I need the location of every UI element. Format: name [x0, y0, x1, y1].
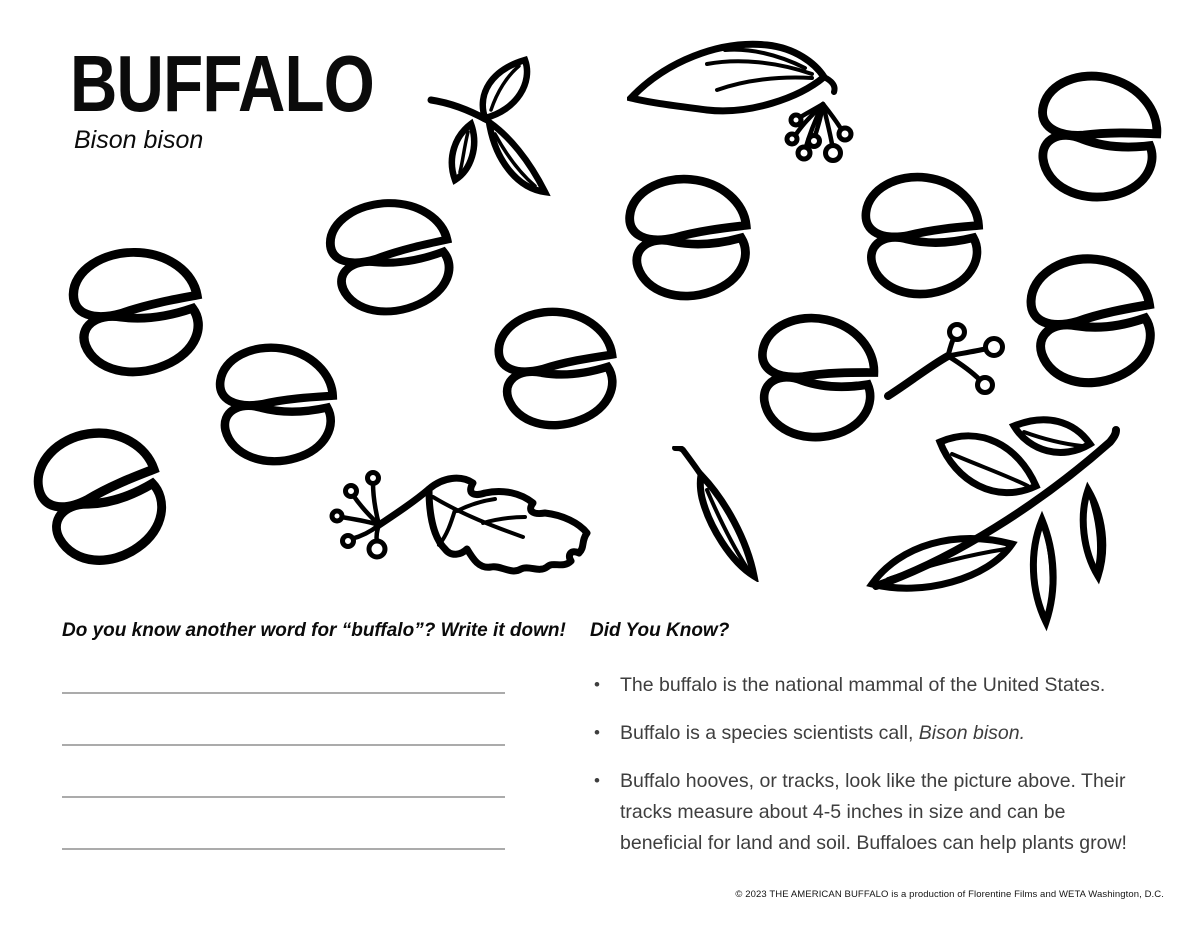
buffalo-track-icon: [12, 405, 181, 580]
fact-text: Buffalo is a species scientists call,: [620, 722, 919, 744]
fact-text: The buffalo is the national mammal of the United States.: [620, 674, 1106, 696]
bullet-icon: •: [594, 723, 600, 742]
bullet-icon: •: [594, 675, 600, 694]
buffalo-track-icon: [616, 167, 754, 301]
fact-item: [590, 670, 1130, 701]
answer-line-2: [62, 744, 505, 746]
berry-cluster-icon: [783, 92, 859, 166]
fact-text: Buffalo hooves, or tracks, look like the picture above. Their tracks measure about 4-5 inches in size and can be beneficial for land and soil. Buffaloes can help plants grow!: [620, 770, 1127, 854]
fact-item: [590, 766, 1130, 859]
buffalo-track-icon: [1016, 54, 1174, 212]
bullet-icon: •: [594, 771, 600, 790]
buffalo-track-icon: [312, 185, 462, 323]
fact-list: [590, 670, 1130, 876]
answer-line-4: [62, 848, 505, 850]
page-title: BUFFALO: [70, 39, 375, 128]
buffalo-track-icon: [1014, 242, 1161, 391]
fact-item: [590, 718, 1130, 749]
oak-leaf-icon: [327, 463, 603, 583]
did-you-know-heading: Did You Know?: [590, 620, 730, 641]
three-leaf-sprig-icon: [427, 56, 563, 202]
buffalo-track-icon: [484, 298, 622, 433]
berry-sprig-icon: [884, 322, 1012, 404]
write-prompt: Do you know another word for “buffalo”? Write it down!: [62, 620, 566, 641]
copyright-footer: © 2023 THE AMERICAN BUFFALO is a production of Florentine Films and WETA Washington, D.C.: [735, 889, 1164, 900]
species-name: Bison bison: [74, 126, 204, 154]
single-leaf-icon: [671, 446, 763, 582]
leafy-branch-icon: [860, 412, 1126, 634]
answer-line-1: [62, 692, 505, 694]
buffalo-track-icon: [55, 235, 210, 382]
answer-line-3: [62, 796, 505, 798]
fact-text-italic: Bison bison.: [918, 722, 1026, 744]
header: [70, 39, 441, 155]
buffalo-track-icon: [203, 333, 344, 470]
buffalo-track-icon: [850, 163, 989, 302]
